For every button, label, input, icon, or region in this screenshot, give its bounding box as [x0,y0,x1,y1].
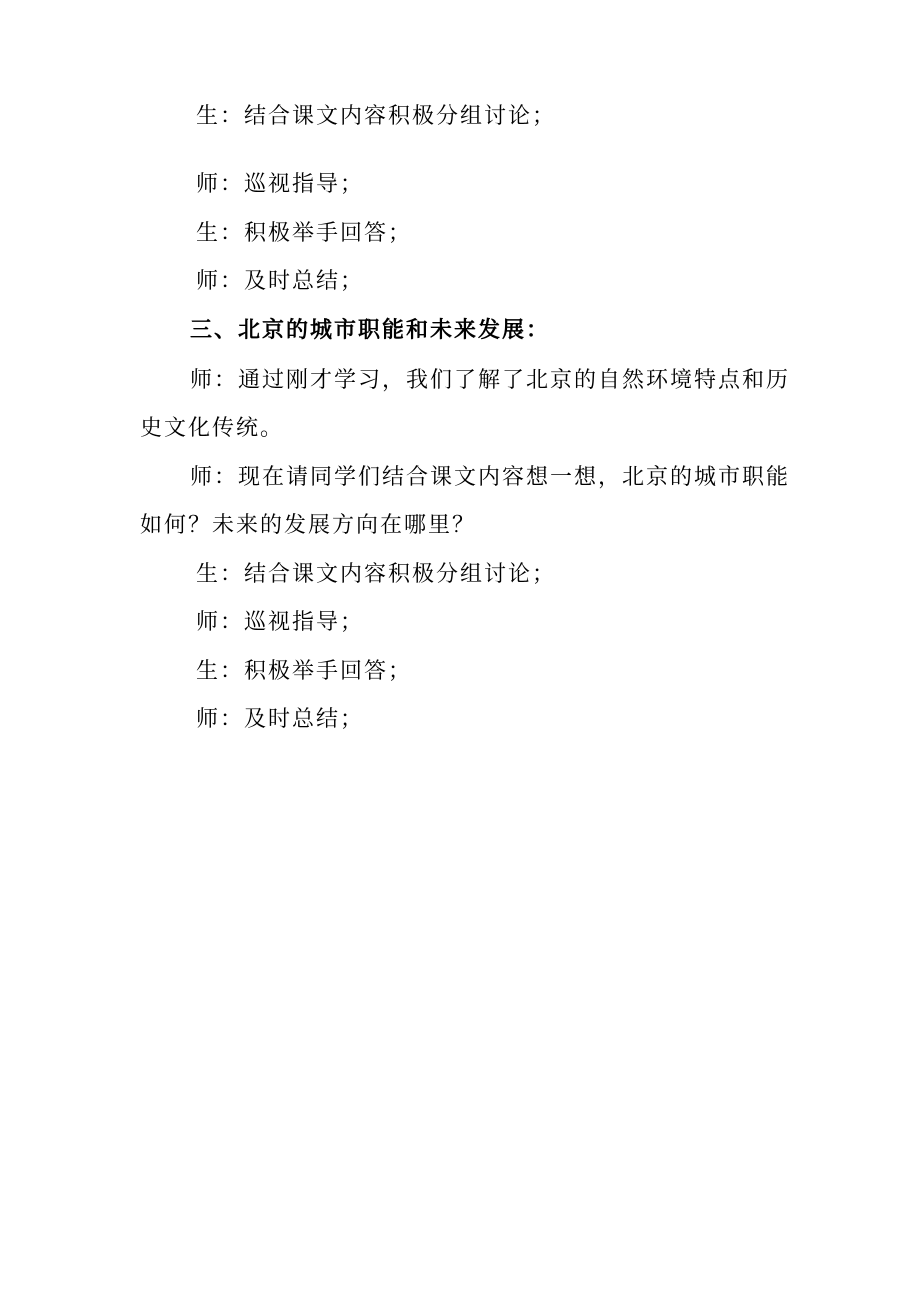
teacher-guidance-line-2: 师：巡视指导； [196,610,365,635]
paragraph-2-line-1: 师：现在请同学们结合课文内容想一想，北京的城市职能 [190,465,791,490]
teacher-summary-line: 师：及时总结； [196,269,365,294]
student-answer-line: 生：积极举手回答； [196,221,413,246]
paragraph-2-line-2: 如何？未来的发展方向在哪里？ [140,513,477,538]
teacher-summary-line-2: 师：及时总结； [196,707,365,732]
student-answer-line-2: 生：积极举手回答； [196,659,413,684]
teacher-guidance-line: 师：巡视指导； [196,172,365,197]
student-discussion-line: 生：结合课文内容积极分组讨论； [196,104,557,129]
student-discussion-line-2: 生：结合课文内容积极分组讨论； [196,562,557,587]
section-heading: 三、北京的城市职能和未来发展： [190,318,551,343]
paragraph-1-line-1: 师：通过刚才学习，我们了解了北京的自然环境特点和历 [190,368,791,393]
paragraph-1-line-2: 史文化传统。 [140,416,285,441]
